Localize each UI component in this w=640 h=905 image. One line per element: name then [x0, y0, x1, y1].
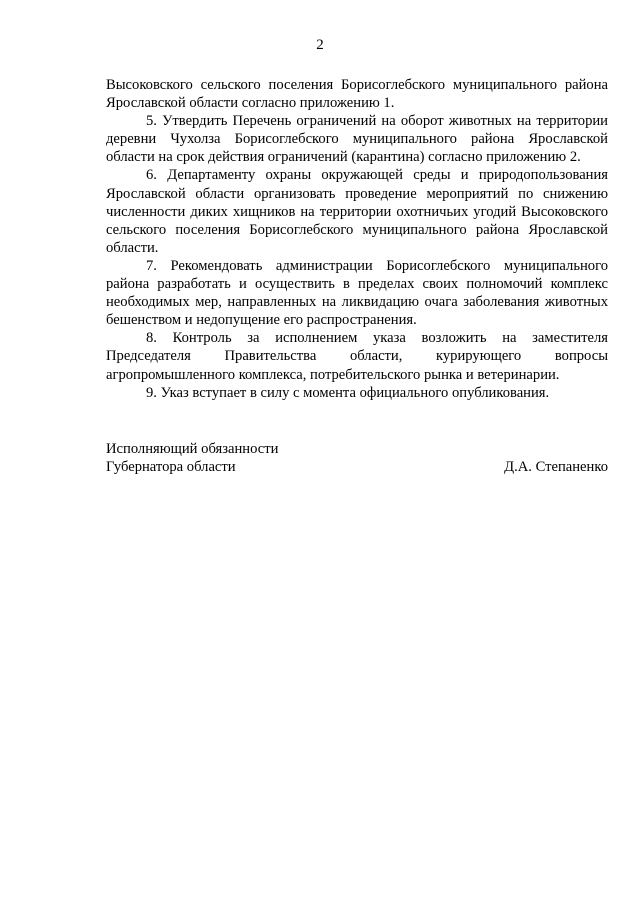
paragraph-item-7: 7. Рекомендовать администрации Борисоглебского муниципального района разработать и осуществить в пределах своих полномочий комплекс необходимых мер, направленных на ликвидацию очага заболевания животных бешенством и недопущение его распространения. — [106, 257, 608, 329]
page-number: 2 — [316, 37, 324, 53]
paragraph-item-6: 6. Департаменту охраны окружающей среды и природопользования Ярославской области организовать проведение мероприятий по снижению численности диких хищников на территории охотничьих угодий Высоковского сельского поселения Борисоглебского муниципального района Ярославской области. — [106, 167, 608, 256]
signatory-name: Д.А. Степаненко — [504, 459, 608, 476]
signature-block — [106, 440, 608, 476]
document-body — [106, 76, 608, 402]
signatory-position-line2: Губернатора области — [106, 459, 236, 476]
paragraph-item-9: 9. Указ вступает в силу с момента официального опубликования. — [146, 384, 550, 401]
paragraph-item-5: 5. Утвердить Перечень ограничений на оборот животных на территории деревни Чухолза Борисоглебского муниципального района Ярославской области на срок действия ограничений (карантина) согласно приложению 2. — [106, 113, 608, 166]
signatory-position-line1: Исполняющий обязанности — [106, 441, 279, 457]
paragraph-continuation: Высоковского сельского поселения Борисоглебского муниципального района Ярославской области согласно приложению 1. — [106, 77, 608, 112]
paragraph-item-8: 8. Контроль за исполнением указа возложить на заместителя Председателя Правительства области, курирующего вопросы агропромышленного комплекса, потребительского рынка и ветеринарии. — [106, 330, 608, 383]
